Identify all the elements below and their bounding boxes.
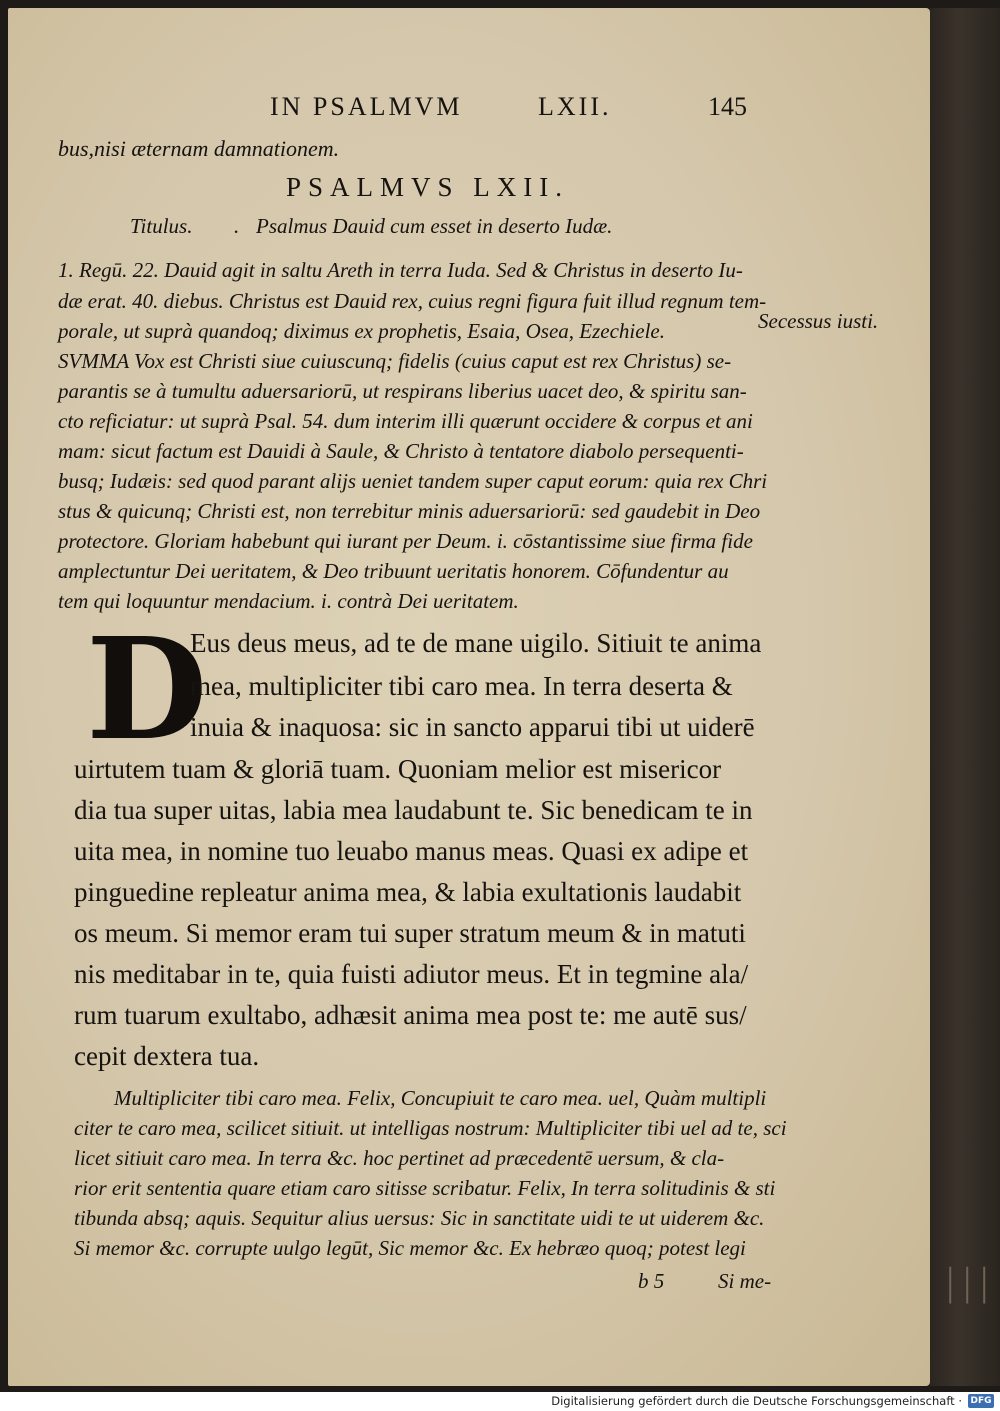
- psalm-text-line: inuia & inaquosa: sic in sancto apparui tibi ut uiderē: [190, 712, 755, 742]
- psalm-text-line: Eus deus meus, ad te de mane uigilo. Sitiuit te anima: [190, 628, 762, 658]
- commentary-line: 1. Regū. 22. Dauid agit in saltu Areth in terra Iuda. Sed & Christus in deserto Iu-: [58, 258, 743, 282]
- notes-line: tibunda absq; aquis. Sequitur alius uersus: Sic in sanctitate uidi te ut uiderem &c.: [74, 1206, 765, 1230]
- titulus-label: Titulus.: [130, 214, 193, 238]
- commentary-line: parantis se à tumultu aduersariorū, ut respirans liberius uacet deo, & spiritu san-: [58, 379, 747, 403]
- page-number: 145: [708, 92, 747, 121]
- dfg-logo: DFG: [968, 1394, 994, 1408]
- catchword: Si me-: [718, 1269, 772, 1293]
- edge-bleed-marks: |||: [944, 1259, 995, 1304]
- notes-line: licet sitiuit caro mea. In terra &c. hoc pertinet ad præcedentē uersum, & cla-: [74, 1146, 725, 1170]
- commentary-line: dæ erat. 40. diebus. Christus est Dauid rex, cuius regni figura fuit illud regnum tem-: [58, 289, 767, 313]
- titulus-dot: .: [234, 214, 240, 238]
- commentary-line: mam: sicut factum est Dauidi à Saule, & Christo à tentatore diabolo persequenti-: [58, 439, 744, 463]
- commentary-line: tem qui loquuntur mendacium. i. contrà Dei ueritatem.: [58, 589, 519, 613]
- commentary-line: SVMMA Vox est Christi siue cuiuscunq; fidelis (cuius caput est rex Christus) se-: [58, 349, 732, 373]
- running-title: IN PSALMVM: [270, 92, 463, 121]
- funding-notice: Digitalisierung gefördert durch die Deutsche Forschungsgemeinschaft ·: [551, 1394, 962, 1408]
- page-edge: [930, 8, 1000, 1386]
- notes-line: rior erit sententia quare etiam caro sitisse scribatur. Felix, In terra solitudinis & sti: [74, 1176, 776, 1200]
- book-page: [8, 8, 930, 1386]
- notes-line: Multipliciter tibi caro mea. Felix, Concupiuit te caro mea. uel, Quàm multipli: [114, 1086, 767, 1110]
- commentary-line: protectore. Gloriam habebunt qui iurant per Deum. i. cōstantissime siue firma fide: [58, 529, 753, 553]
- initial-letter: D: [86, 608, 208, 772]
- psalm-text-line: pinguedine repleatur anima mea, & labia exultationis laudabit: [74, 877, 742, 907]
- psalm-text-line: uita mea, in nomine tuo leuabo manus meas. Quasi ex adipe et: [74, 836, 749, 866]
- commentary-line: stus & quicunq; Christi est, non terrebitur minis aduersariorū: sed gaudebit in Deo: [58, 499, 761, 523]
- psalm-title: PSALMVS LXII.: [286, 172, 570, 202]
- psalm-text-line: nis meditabar in te, quia fuisti adiutor meus. Et in tegmine ala/: [74, 959, 749, 989]
- psalm-text-line: mea, multipliciter tibi caro mea. In terra deserta &: [190, 671, 733, 701]
- psalm-text-line: dia tua super uitas, labia mea laudabunt te. Sic benedicam te in: [74, 795, 753, 825]
- commentary-line: porale, ut suprà quandoq; diximus ex prophetis, Esaia, Osea, Ezechiele.: [58, 319, 665, 343]
- commentary-line: amplectuntur Dei ueritatem, & Deo tribuunt ueritatis honorem. Cōfundentur au: [58, 559, 729, 583]
- marginal-note: Secessus iusti.: [758, 309, 879, 333]
- previous-text-end: bus,nisi æternam damnationem.: [58, 136, 340, 161]
- psalm-text-line: rum tuarum exultabo, adhæsit anima mea post te: me autē sus/: [74, 1000, 747, 1030]
- psalm-number-header: LXII.: [538, 92, 612, 121]
- footer-bar: [0, 1392, 1000, 1411]
- psalm-text-line: uirtutem tuam & gloriā tuam. Quoniam melior est misericor: [74, 754, 722, 784]
- notes-line: citer te caro mea, scilicet sitiuit. ut intelligas nostrum: Multipliciter tibi uel ad te, sci: [74, 1116, 787, 1140]
- signature-mark: b 5: [638, 1269, 665, 1293]
- psalm-text-line: os meum. Si memor eram tui super stratum meum & in matuti: [74, 918, 746, 948]
- commentary-line: cto reficiatur: ut suprà Psal. 54. dum interim illi quærunt occidere & corpus et ani: [58, 409, 753, 433]
- notes-line: Si memor &c. corrupte uulgo legūt, Sic memor &c. Ex hebræo quoq; potest legi: [74, 1236, 746, 1260]
- titulus-text: Psalmus Dauid cum esset in deserto Iudæ.: [256, 214, 613, 238]
- commentary-line: busq; Iudæis: sed quod parant alijs ueniet tandem super caput eorum: quia rex Chri: [58, 469, 768, 493]
- psalm-text-line: cepit dextera tua.: [74, 1041, 260, 1071]
